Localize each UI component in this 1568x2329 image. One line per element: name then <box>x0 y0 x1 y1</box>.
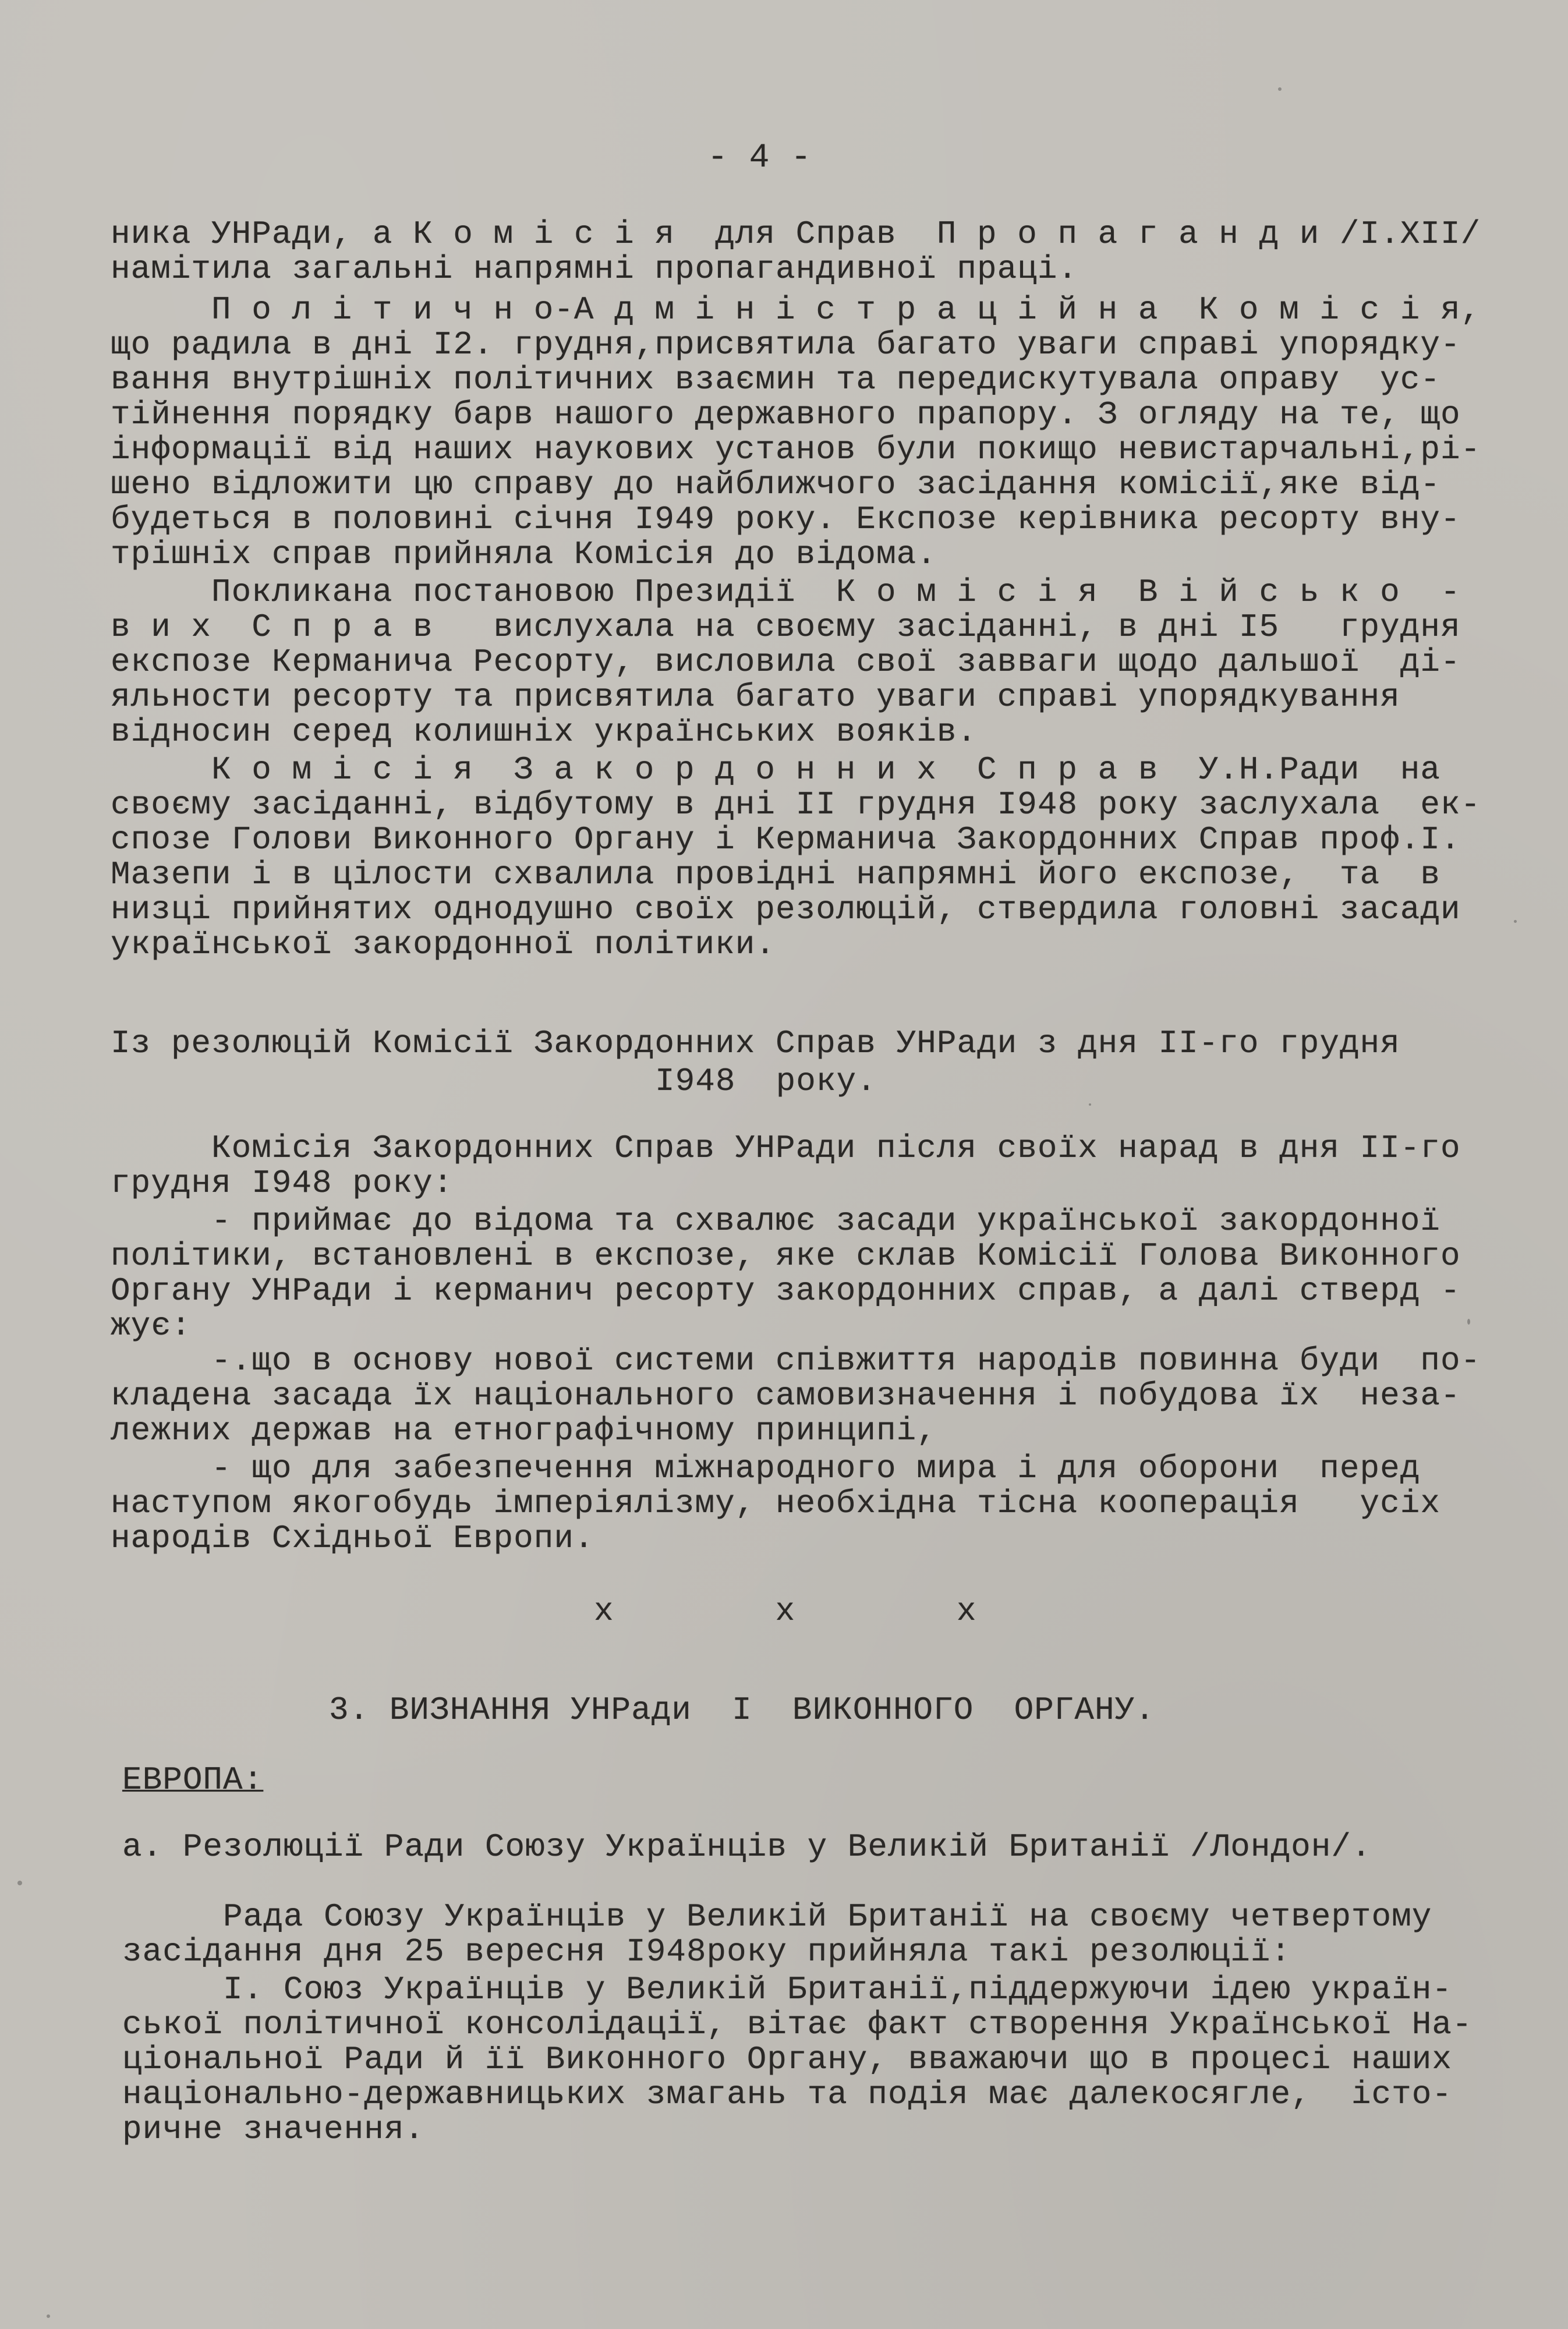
text-line: Комісія Закордонних Справ УНРади після своїх нарад в дня ІІ-го <box>111 1130 1461 1167</box>
text-line: що радила в дні І2. грудня,присвятила багато уваги справі упорядку- <box>111 326 1461 363</box>
text-line: своєму засіданні, відбутому в дні ІІ грудня І948 року заслухала ек- <box>111 786 1481 823</box>
paper-speck <box>1278 87 1282 91</box>
text-line: Покликана постановою Президії К о м і с і я В і й с ь к о - <box>111 574 1461 611</box>
section-heading: 3. ВИЗНАННЯ УНРади І ВИКОННОГО ОРГАНУ. <box>329 1691 1155 1729</box>
text-line: намітила загальні напрямні пропагандивної праці. <box>111 250 1078 288</box>
text-line: ника УНРади, а К о м і с і я для Справ П р о п а г а н д и /І.ХІІ/ <box>111 215 1481 253</box>
paper-speck <box>1514 920 1517 923</box>
paper-speck <box>47 2314 50 2318</box>
text-line: вання внутрішніх політичних взаємин та передискутувала оправу ус- <box>111 361 1440 398</box>
text-line: І. Союз Українців у Великій Британії,піддержуючи ідею україн- <box>122 1971 1452 2008</box>
text-line: в и х С п р а в вислухала на своєму засіданні, в дні І5 грудня <box>111 608 1461 646</box>
paper-speck <box>17 1881 22 1885</box>
text-line: Мазепи і в цілости схвалила провідні напрямні його експозе, та в <box>111 856 1440 893</box>
text-line: низці прийнятих однодушно своїх резолюцій, ствердила головні засади <box>111 891 1461 928</box>
resolution-heading-line: І948 року. <box>655 1063 877 1100</box>
text-line: політики, встановлені в експозе, яке склав Комісії Голова Виконного <box>111 1237 1461 1275</box>
page-number: - 4 - <box>707 139 812 177</box>
text-line: наступом якогобудь імперіялізму, необхідна тісна кооперація усіх <box>111 1485 1440 1522</box>
text-line: яльности ресорту та присвятила багато уваги справі упорядкування <box>111 678 1400 716</box>
text-line: грудня І948 року: <box>111 1164 454 1202</box>
text-line: відносин серед колишніх українських вояків. <box>111 713 978 751</box>
text-line: української закордонної політики. <box>111 926 776 963</box>
text-line: жує: <box>111 1307 192 1344</box>
text-line: ричне значення. <box>122 2111 425 2148</box>
text-line: лежних держав на етнографічному принципі, <box>111 1412 937 1449</box>
section-separator: x x x <box>594 1592 977 1630</box>
text-line: засідання дня 25 вересня І948року прийняла такі резолюції: <box>122 1933 1291 1970</box>
text-line: експозе Керманича Ресорту, висловила свої завваги щодо дальшої ді- <box>111 643 1461 681</box>
text-line: - приймає до відома та схвалює засади української закордонної <box>111 1202 1440 1240</box>
paper-speck <box>1467 1319 1470 1325</box>
text-line: П о л і т и ч н о-А д м і н і с т р а ц і й н а К о м і с і я, <box>111 291 1481 328</box>
text-line: -.що в основу нової системи співжиття народів повинна буди по- <box>111 1342 1481 1379</box>
text-line: шено відложити цю справу до найближчого засідання комісії,яке від- <box>111 466 1440 503</box>
text-line: - що для забезпечення міжнародного мира і для оборони перед <box>111 1450 1421 1487</box>
text-line: тійнення порядку барв нашого державного прапору. З огляду на те, що <box>111 396 1461 433</box>
text-line: кладена засада їх національного самовизначення і побудова їх неза- <box>111 1377 1461 1414</box>
text-line: Рада Союзу Українців у Великій Британії на своєму четвертому <box>122 1898 1432 1935</box>
text-line: інформації від наших наукових установ були покищо невистарчальні,рі- <box>111 431 1481 468</box>
text-line: ської політичної консолідації, вітає факт створення Української На- <box>122 2006 1473 2043</box>
subsection-a-title: а. Резолюції Ради Союзу Українців у Великій Британії /Лондон/. <box>122 1828 1372 1866</box>
text-line: національно-державницьких змагань та подія має далекосягле, істо- <box>122 2076 1452 2113</box>
text-line: ціональної Ради й її Виконного Органу, вважаючи що в процесі наших <box>122 2041 1452 2078</box>
text-line: будеться в половині січня І949 року. Експозе керівника ресорту вну- <box>111 501 1461 538</box>
text-line: спозе Голови Виконного Органу і Керманича Закордонних Справ проф.І. <box>111 821 1461 858</box>
text-line: Органу УНРади і керманич ресорту закордонних справ, а далі стверд - <box>111 1272 1461 1309</box>
text-line: К о м і с і я З а к о р д о н н и х С п р а в У.Н.Ради на <box>111 751 1440 788</box>
resolution-heading-line: Із резолюцій Комісії Закордонних Справ УНРади з дня ІІ-го грудня <box>111 1025 1400 1062</box>
paper-speck <box>1089 1103 1091 1106</box>
text-line: трішніх справ прийняла Комісія до відома. <box>111 536 937 573</box>
subheading-europe: ЕВРОПА: <box>122 1761 264 1799</box>
text-line: народів Східньої Европи. <box>111 1520 594 1557</box>
